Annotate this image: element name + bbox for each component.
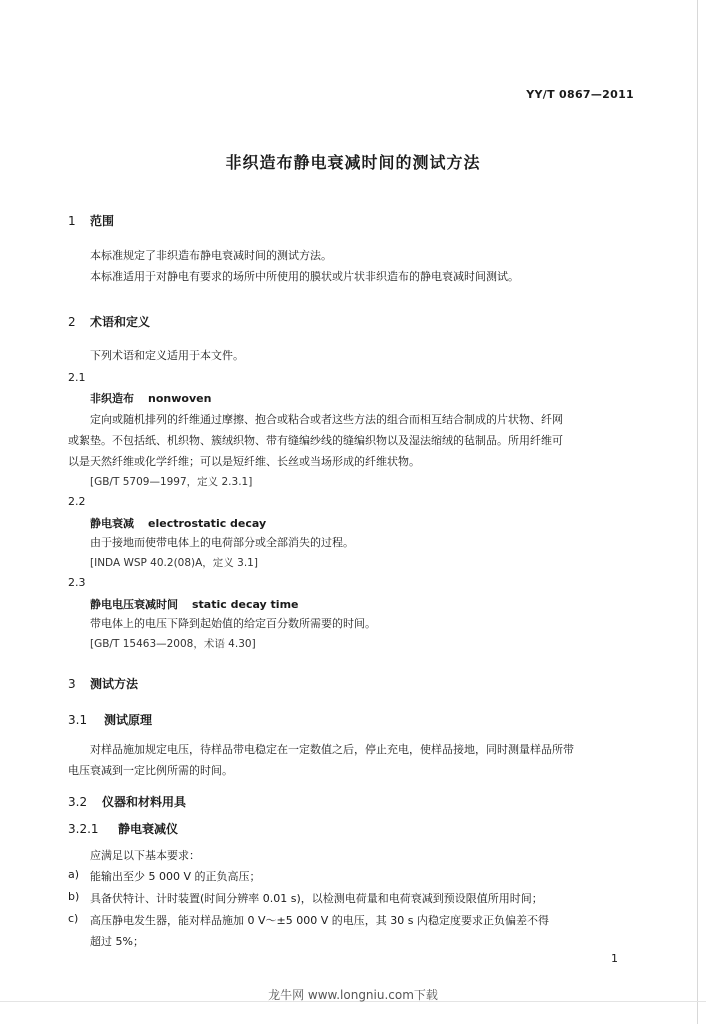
section-3-2-heading	[68, 793, 186, 810]
watermark-footer: 龙牛网 www.longniu.com下载	[268, 988, 438, 1002]
term-2-2-title	[90, 515, 266, 531]
term-2-3-en: static decay time	[192, 598, 299, 611]
term-2-2-reference: [INDA WSP 40.2(08)A，定义 3.1]	[90, 557, 258, 569]
section-3-1-para-line-2: 电压衰减到一定比例所需的时间。	[68, 764, 233, 777]
term-2-1-zh: 非织造布	[90, 392, 134, 405]
term-2-2-zh: 静电衰减	[90, 517, 134, 530]
list-item-label: b)	[68, 890, 80, 903]
term-2-2-en: electrostatic decay	[148, 517, 267, 530]
section-3-2-1-heading	[68, 820, 178, 837]
term-2-1-title	[90, 390, 211, 406]
section-1-para-2: 本标准适用于对静电有要求的场所中所使用的膜状或片状非织造布的静电衰减时间测试。	[90, 270, 519, 283]
section-3-1-heading	[68, 711, 152, 728]
section-2-intro: 下列术语和定义适用于本文件。	[90, 349, 244, 362]
section-2-title: 术语和定义	[90, 315, 151, 329]
list-item-text: 高压静电发生器，能对样品施加 0 V～±5 000 V 的电压，其 30 s 内稳定度要求正负偏差不得	[90, 914, 549, 927]
section-3-2-number: 3.2	[68, 795, 88, 809]
section-2-heading	[68, 313, 150, 330]
term-2-3-zh: 静电电压衰减时间	[90, 598, 178, 611]
list-item-continuation: 超过 5%；	[90, 935, 144, 948]
term-2-3-def: 带电体上的电压下降到起始值的给定百分数所需要的时间。	[90, 617, 376, 630]
section-3-2-title: 仪器和材料用具	[102, 795, 187, 809]
term-2-3-number: 2.3	[68, 576, 86, 589]
section-1-title: 范围	[90, 214, 115, 228]
term-2-1-en: nonwoven	[148, 392, 212, 405]
section-1-heading	[68, 212, 114, 229]
section-3-1-number: 3.1	[68, 713, 88, 727]
document-title: 非织造布静电衰减时间的测试方法	[225, 153, 481, 172]
section-3-2-1-title: 静电衰减仪	[118, 822, 179, 836]
term-2-1-number: 2.1	[68, 371, 86, 384]
section-2-number: 2	[68, 315, 76, 329]
term-2-2-number: 2.2	[68, 495, 86, 508]
term-2-1-reference: [GB/T 5709—1997，定义 2.3.1]	[90, 476, 253, 488]
term-2-2-def: 由于接地而使带电体上的电荷部分或全部消失的过程。	[90, 536, 354, 549]
page-number: 1	[611, 952, 618, 965]
list-item-text: 能输出至少 5 000 V 的正负高压；	[90, 870, 261, 883]
list-item-label: a)	[68, 868, 80, 881]
term-2-1-def-line-3: 以是天然纤维或化学纤维；可以是短纤维、长丝或当场形成的纤维状物。	[68, 455, 420, 468]
list-item-label: c)	[68, 912, 79, 925]
term-2-3-title	[90, 596, 299, 612]
standard-number: YY/T 0867—2011	[526, 88, 634, 101]
section-3-2-1-intro: 应满足以下基本要求：	[90, 849, 200, 862]
list-item-text: 具备伏特计、计时装置(时间分辨率 0.01 s)，以检测电荷量和电荷衰减到预设限值所用时间；	[90, 892, 543, 905]
term-2-1-def-line-2: 或絮垫。不包括纸、机织物、簇绒织物、带有缝编纱线的缝编织物以及湿法缩绒的毡制品。所用纤维可	[68, 434, 563, 447]
section-3-2-1-number: 3.2.1	[68, 822, 99, 836]
section-1-number: 1	[68, 214, 76, 228]
section-3-number: 3	[68, 677, 76, 691]
section-3-title: 测试方法	[90, 677, 139, 691]
section-3-1-title: 测试原理	[104, 713, 153, 727]
section-3-heading	[68, 675, 138, 692]
term-2-3-reference: [GB/T 15463—2008，术语 4.30]	[90, 638, 256, 650]
section-3-1-para-line-1: 对样品施加规定电压，待样品带电稳定在一定数值之后，停止充电，使样品接地，同时测量样品所带	[90, 743, 574, 756]
term-2-1-def-line-1: 定向或随机排列的纤维通过摩擦、抱合或粘合或者这些方法的组合而相互结合制成的片状物、纤网	[90, 413, 563, 426]
section-1-para-1: 本标准规定了非织造布静电衰减时间的测试方法。	[90, 249, 332, 262]
